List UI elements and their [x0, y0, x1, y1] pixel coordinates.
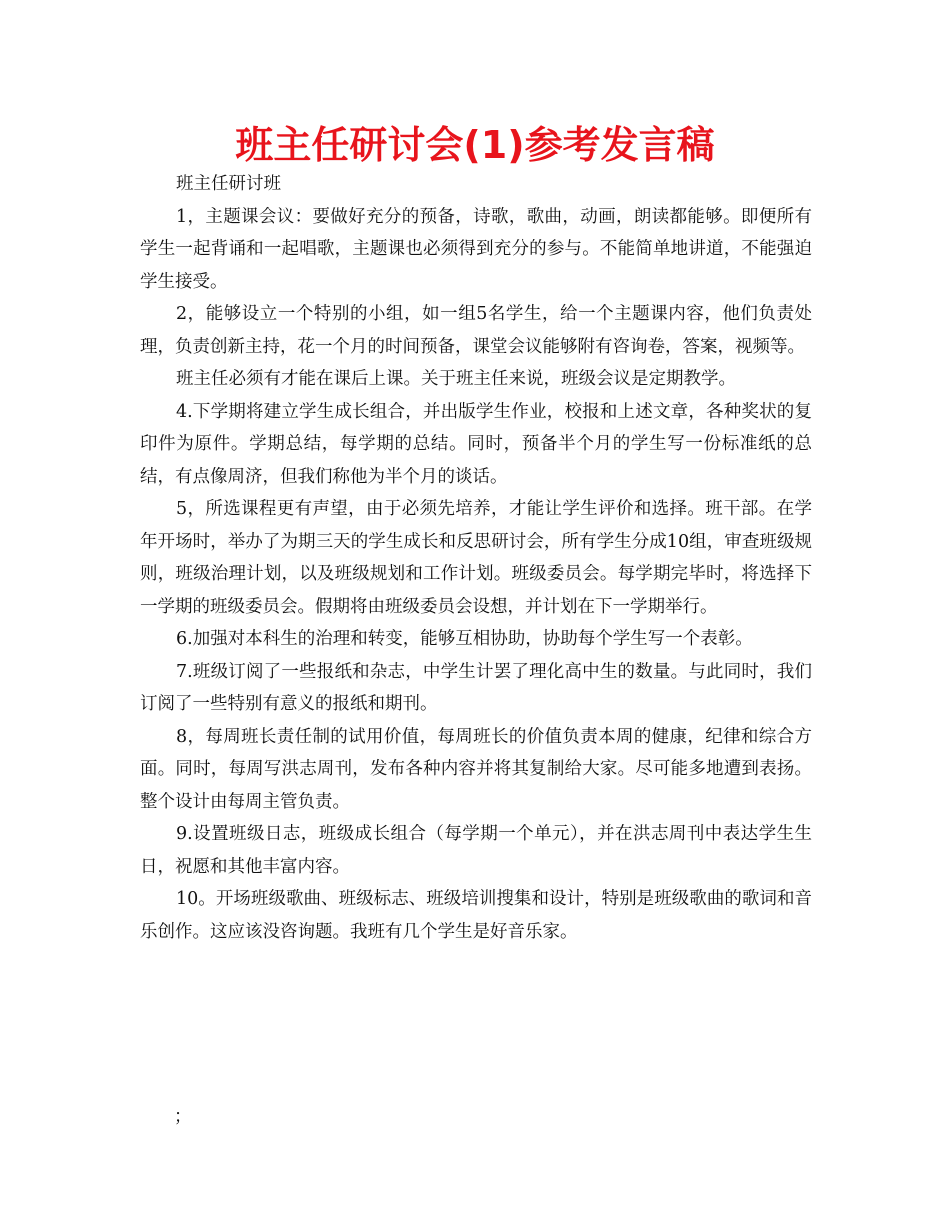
paragraph-7: 7.班级订阅了一些报纸和杂志，中学生计罢了理化高中生的数量。与此同时，我们订阅了一些特别有意义的报纸和期刊。 — [140, 661, 812, 714]
document-title: 班主任研讨会(1)参考发言稿 — [235, 123, 715, 167]
paragraph-5: 5，所选课程更有声望，由于必须先培养，才能让学生评价和选择。班干部。在学年开场时，举办了为期三天的学生成长和反思研讨会，所有学生分成10组，审查班级规则，班级治理计划，以及班级规划和工作计划。班级委员会。每学期完毕时，将选择下一学期的班级委员会。假期将由班级委员会设想，并计划在下一学期举行。 — [140, 499, 812, 617]
paragraph-10: 10。开场班级歌曲、班级标志、班级培训搜集和设计，特别是班级歌曲的歌词和音乐创作。这应该没咨询题。我班有几个学生是好音乐家。 — [140, 889, 812, 942]
paragraph-9: 9.设置班级日志，班级成长组合（每学期一个单元），并在洪志周刊中表达学生生日，祝愿和其他丰富内容。 — [140, 824, 812, 877]
document-body — [140, 168, 812, 948]
paragraph-1: 1，主题课会议：要做好充分的预备，诗歌，歌曲，动画，朗读都能够。即便所有学生一起背诵和一起唱歌，主题课也必须得到充分的参与。不能简单地讲道，不能强迫学生接受。 — [140, 206, 812, 292]
trailing-mark: ； — [174, 1107, 192, 1127]
document-subtitle: 班主任研讨班 — [176, 174, 281, 194]
paragraph-2: 2，能够设立一个特别的小组，如一组5名学生，给一个主题课内容，他们负责处理，负责创新主持，花一个月的时间预备，课堂会议能够附有咨询卷，答案，视频等。 — [140, 304, 812, 357]
paragraph-4: 4.下学期将建立学生成长组合，并出版学生作业，校报和上述文章，各种奖状的复印件为原件。学期总结，每学期的总结。同时，预备半个月的学生写一份标准纸的总结，有点像周济，但我们称他为半个月的谈话。 — [140, 401, 812, 487]
paragraph-8: 8，每周班长责任制的试用价值，每周班长的价值负责本周的健康，纪律和综合方面。同时，每周写洪志周刊，发布各种内容并将其复制给大家。尽可能多地遭到表扬。整个设计由每周主管负责。 — [140, 726, 812, 812]
paragraph-6: 6.加强对本科生的治理和转变，能够互相协助，协助每个学生写一个表彰。 — [176, 629, 753, 649]
paragraph-3: 班主任必须有才能在课后上课。关于班主任来说，班级会议是定期教学。 — [176, 369, 736, 389]
